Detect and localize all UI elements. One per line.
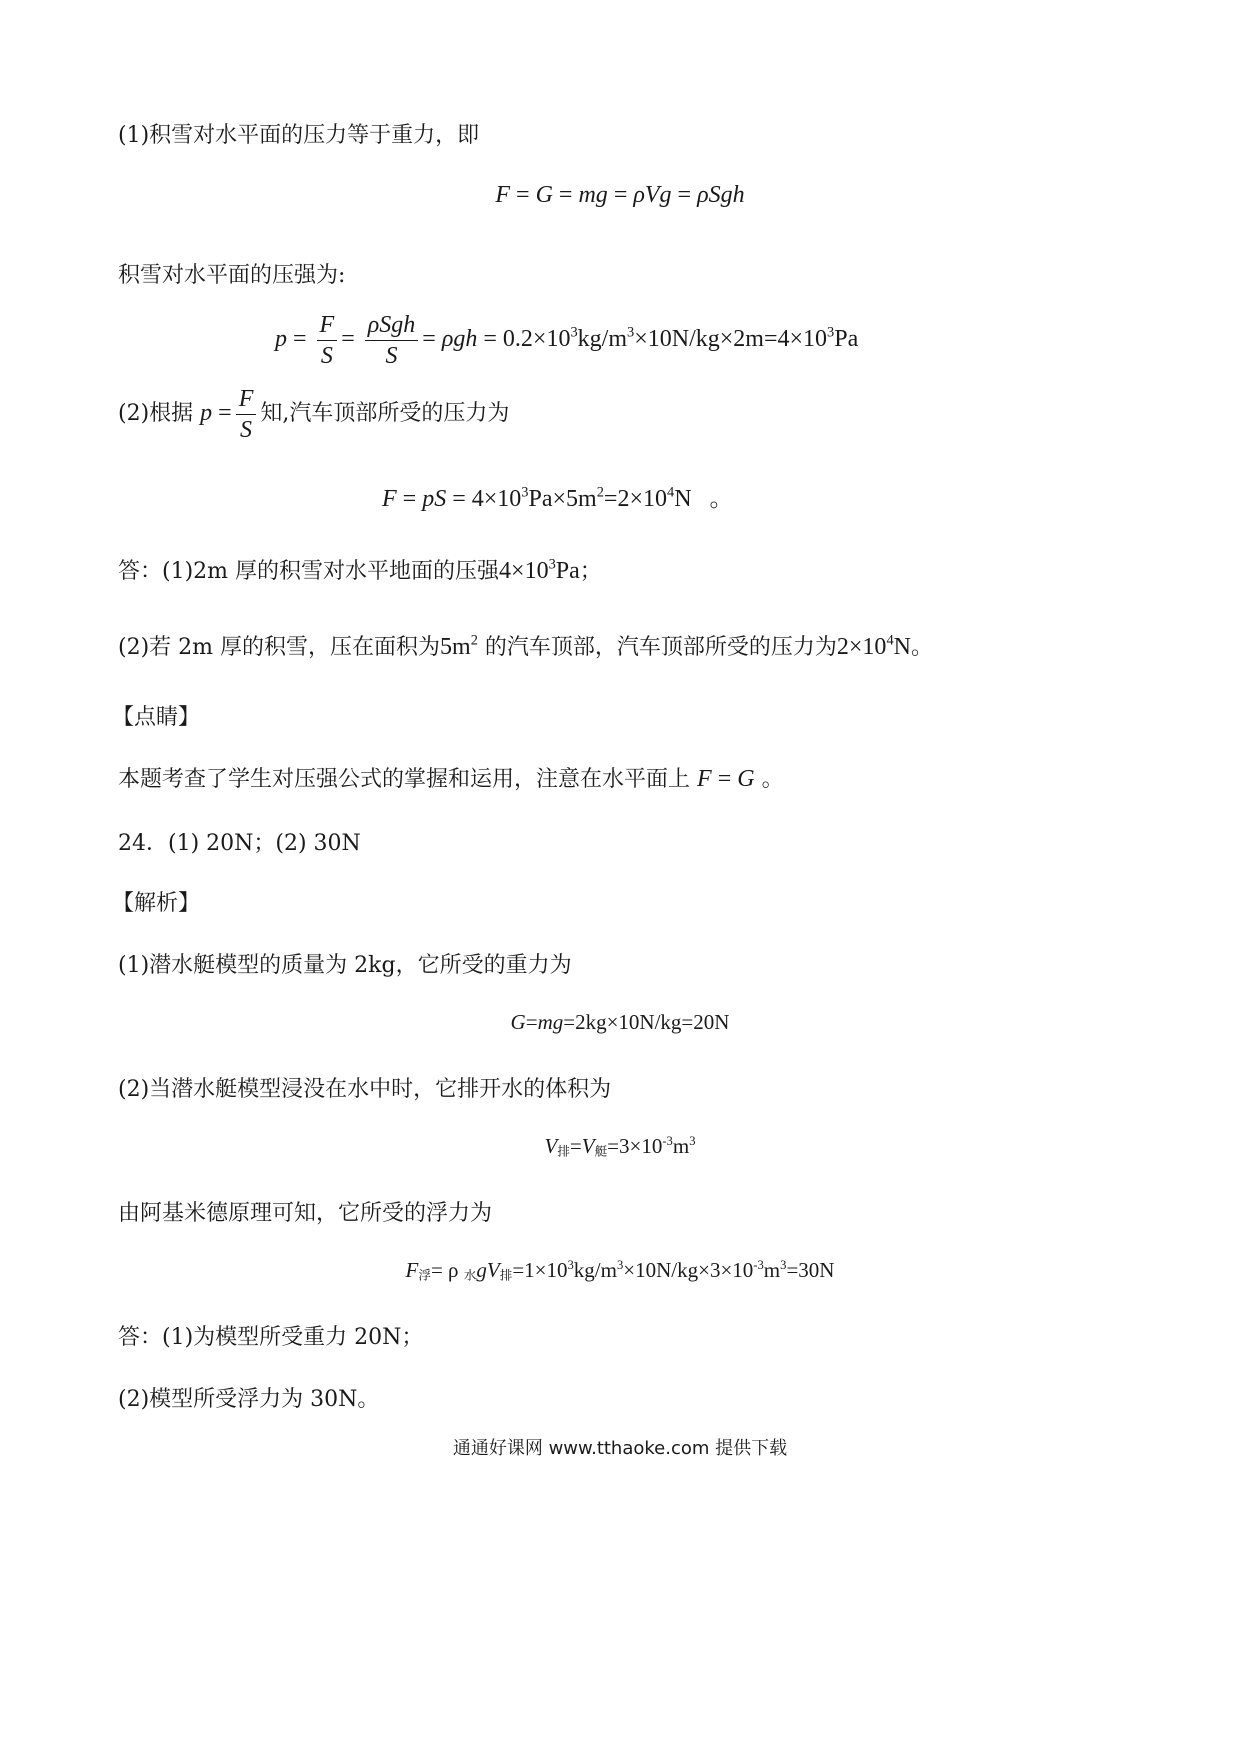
answer1-line1 (118, 554, 602, 585)
q24-step3: 由阿基米德原理可知，它所受的浮力为 (118, 1201, 493, 1226)
formula-buoyancy: $F_浮= \rho$ $_水gV_排=1\times 10^3kg/m^3\times 10N/kg\times 3\times 10^{-3}m^3=30N$ (405, 1257, 835, 1283)
part2-line (118, 384, 509, 445)
q24-jiexi-heading: 【解析】 (112, 891, 201, 916)
formula-volume: $V_排=V_艇=3\times 10^{-3}m^3$ (544, 1133, 696, 1159)
page-footer: 通通好课网 www.tthaoke.com 提供下载 (452, 1438, 788, 1459)
formula-roof-force: F = pS = $4\times 10^3Pa\times 5m^2=2\times 10^4N$ 。 (382, 484, 734, 512)
answer1-line2-suffix: 。 (910, 635, 933, 660)
formula-pressure-calc: p = $\frac{F}{S}$ = $\frac{\text{ρSgh}}{S}$ = $\rho gh = 0.2\times 10^3kg/m^3\times 10N/kg\times 2m=4\times 10^3Pa$ (275, 312, 859, 369)
q24-step1: (1)潜水艇模型的质量为 2kg，它所受的重力为 (118, 953, 572, 978)
q24-ans2: (2)模型所受浮力为 30N。 (118, 1387, 380, 1412)
formula-pressure-def: p = $\frac{F}{S}$ (200, 400, 260, 426)
dianjing-heading: 【点睛】 (112, 705, 201, 730)
dianjing-text-suffix: 。 (761, 767, 784, 792)
pressure-label: 积雪对水平面的压强为: (118, 263, 346, 288)
q24-answer: 24．(1) 20N；(2) 30N (118, 831, 361, 856)
part1-intro: (1)积雪对水平面的压力等于重力，即 (118, 123, 480, 148)
q24-ans1: 答：(1)为模型所受重力 20N； (118, 1325, 424, 1350)
dianjing-text (118, 762, 784, 793)
dianjing-text-prefix: 本题考查了学生对压强公式的掌握和运用，注意在水平面上 (118, 767, 691, 792)
answer1-line2 (118, 630, 933, 661)
answer1-line1-value: $4\times 10^3Pa$ (499, 556, 580, 584)
q24-step2: (2)当潜水艇模型浸没在水中时，它排开水的体积为 (118, 1077, 612, 1102)
roof-force-end: 。 (709, 486, 734, 512)
part2-suffix: 知,汽车顶部所受的压力为 (260, 401, 510, 427)
answer1-line2-value: $2\times 10^4N$ (836, 632, 911, 660)
answer1-line1-prefix: 答：(1)2m 厚的积雪对水平地面的压强 (118, 559, 500, 584)
part2-prefix: (2)根据 (118, 401, 194, 427)
answer1-line2-area: $5m^2$ (440, 632, 478, 660)
answer1-line2-middle: 的汽车顶部，汽车顶部所受的压力为 (477, 635, 837, 660)
answer1-line2-prefix: (2)若 2m 厚的积雪，压在面积为 (118, 635, 441, 660)
answer1-line1-suffix: ； (579, 559, 602, 584)
formula-F-equals-G: F = G (697, 766, 755, 792)
formula-gravity: G=mg=2kg×10N/kg=20N (510, 1010, 730, 1034)
formula-force-chain: F = G = mg = ρVg = ρSgh (495, 182, 745, 208)
